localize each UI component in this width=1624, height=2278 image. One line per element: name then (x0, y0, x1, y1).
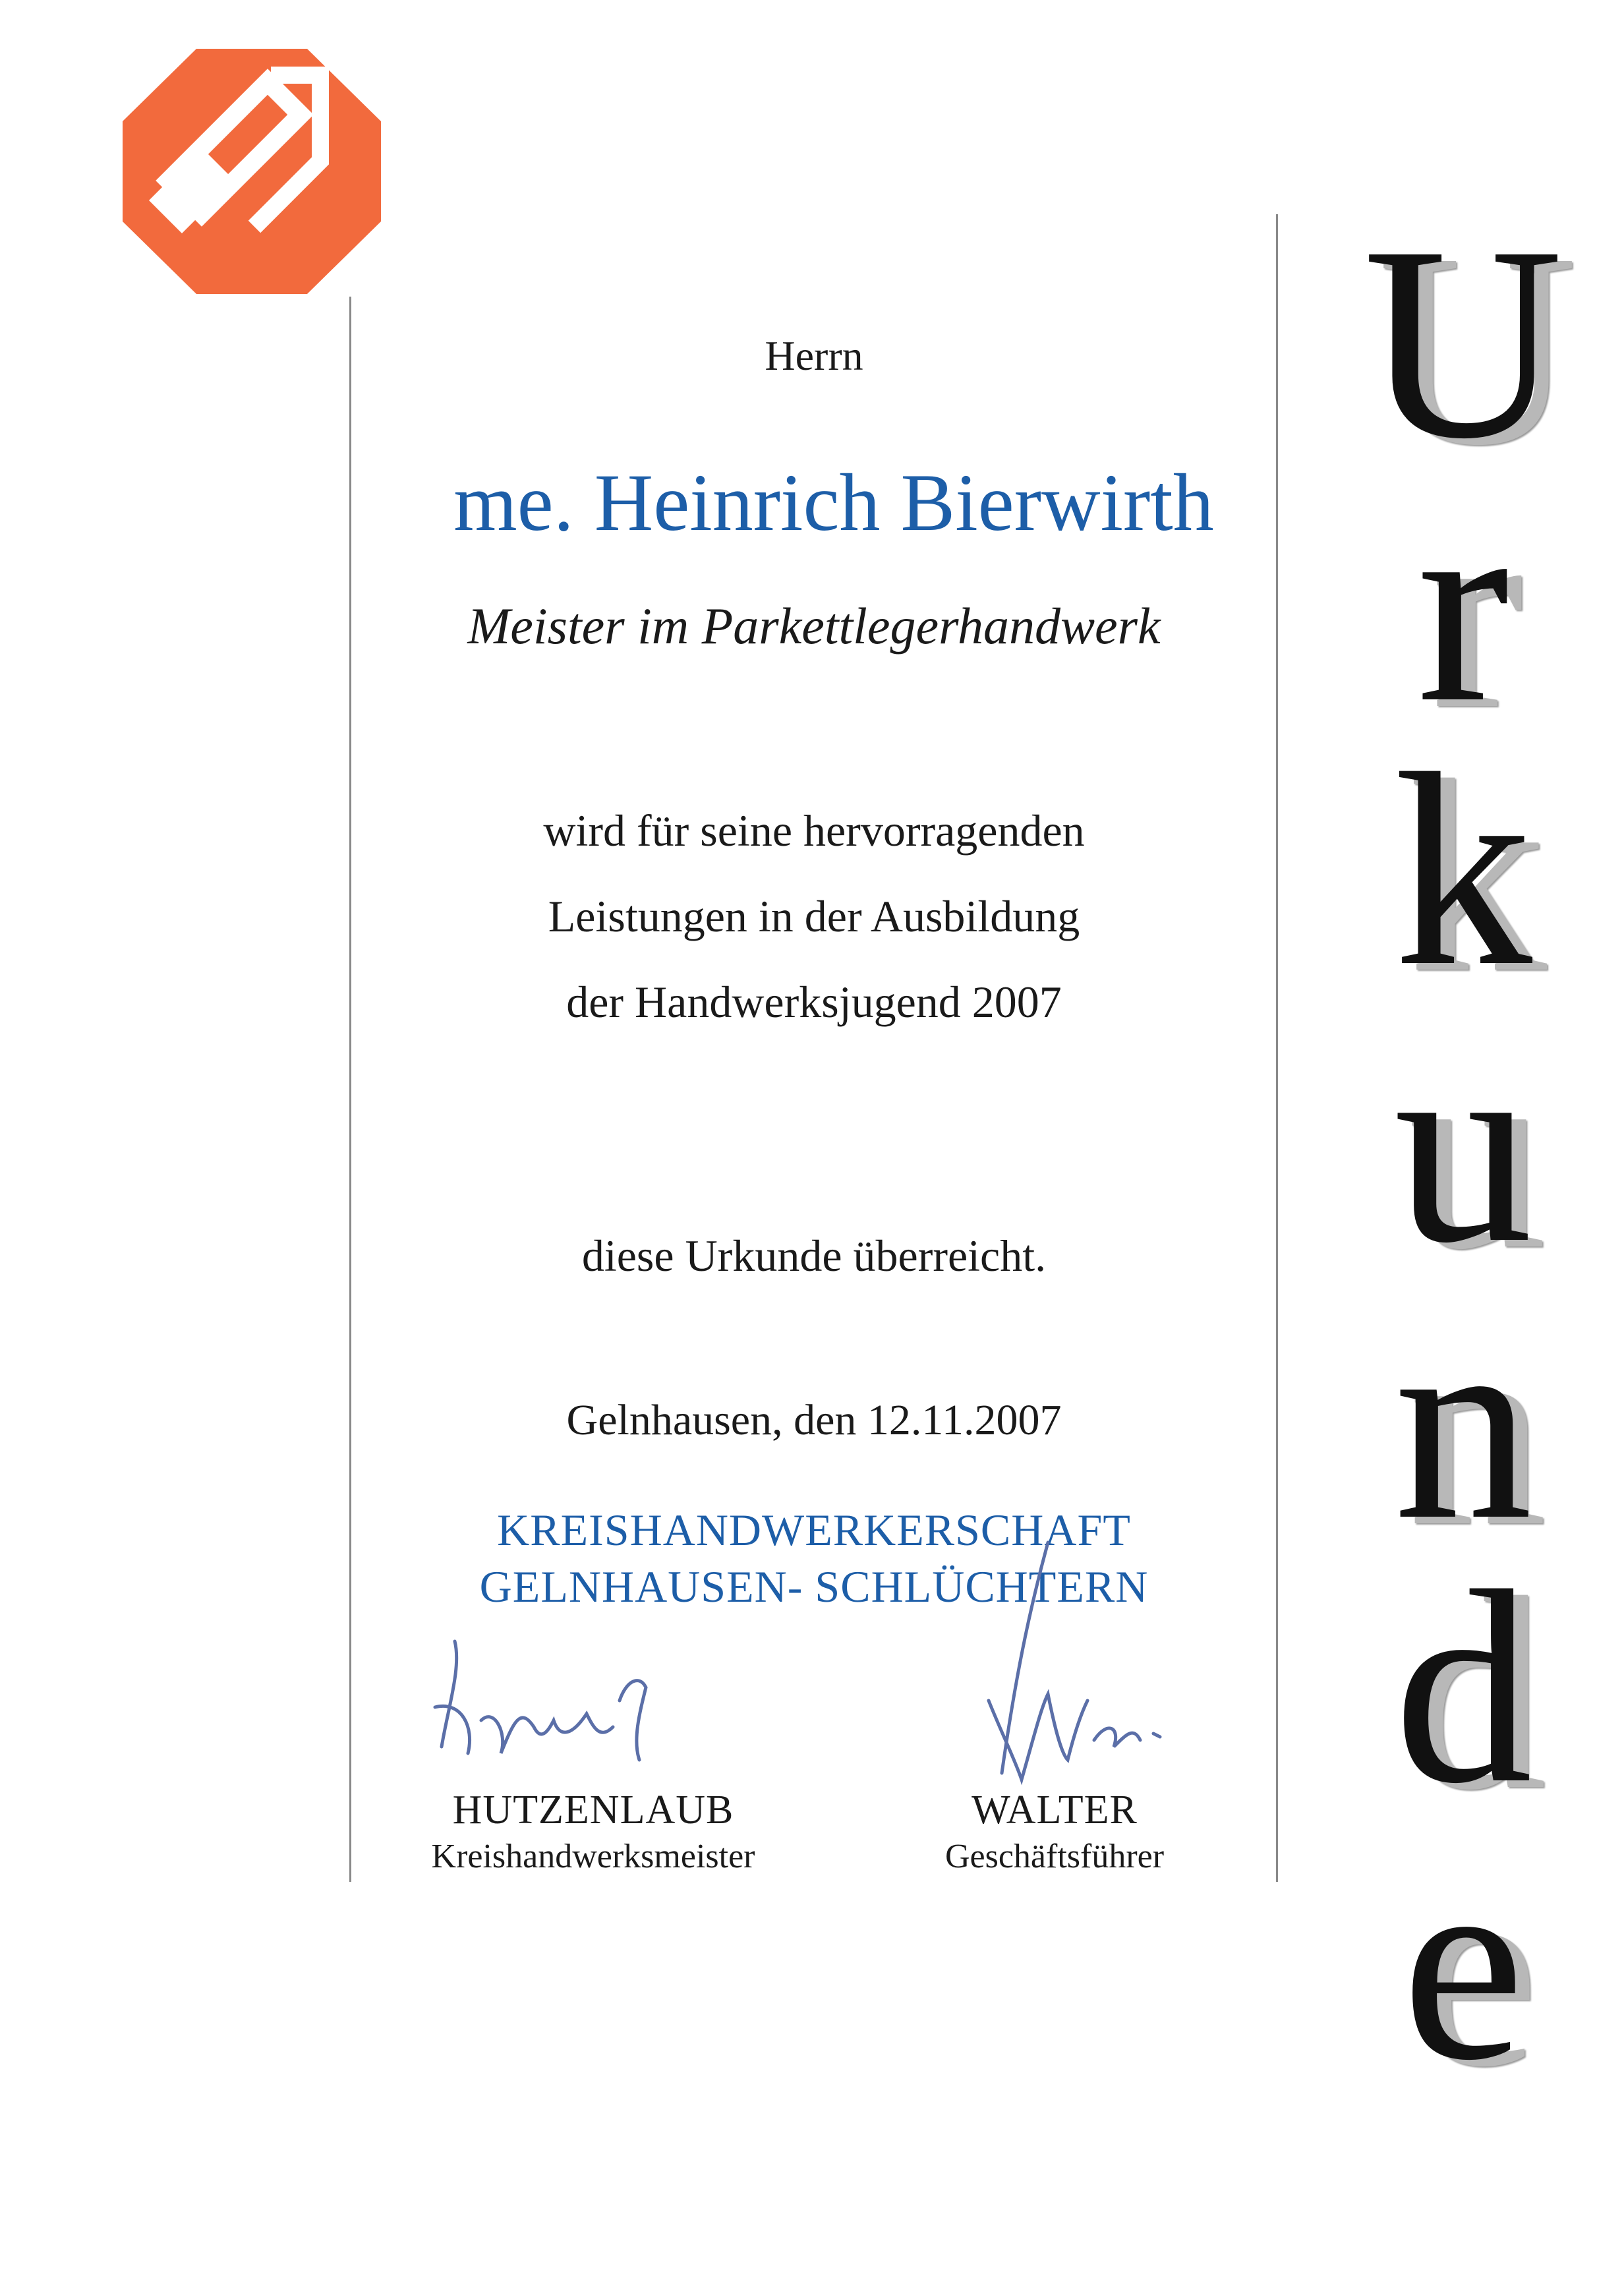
title-letter: d (1394, 1534, 1532, 1840)
signer-right (857, 1785, 1252, 1879)
title-letter: r (1417, 453, 1509, 759)
document-title (1345, 189, 1582, 2117)
signature-left (422, 1628, 699, 1786)
body-line: diese Urkunde überreicht. (581, 1231, 1047, 1281)
signer-name: WALTER (972, 1788, 1138, 1832)
recipient-profession: Meister im Parkettlegerhandwerk (467, 597, 1161, 655)
body-line: wird für seine hervorragenden (543, 805, 1085, 856)
signature-right (949, 1536, 1173, 1786)
octagon-logo-icon (123, 49, 381, 294)
title-letter: k (1394, 716, 1532, 1023)
signer-role: Geschäftsführer (944, 1838, 1165, 1875)
signer-role: Kreishandwerksmeister (431, 1838, 755, 1875)
body-line: Leistungen in der Ausbildung (548, 891, 1080, 941)
signer-left (369, 1785, 817, 1879)
salutation: Herrn (765, 332, 863, 379)
organization-line-1: KREISHANDWERKERSCHAFT (497, 1505, 1131, 1555)
organization-line-2: GELNHAUSEN- SCHLÜCHTERN (479, 1562, 1149, 1612)
signer-name: HUTZENLAUB (452, 1788, 734, 1832)
body-line: der Handwerksjugend 2007 (566, 977, 1062, 1027)
title-letter: e (1401, 1811, 1525, 2117)
place-date: Gelnhausen, den 12.11.2007 (566, 1396, 1062, 1444)
title-letter: n (1394, 1270, 1532, 1577)
frame-line-left (349, 297, 351, 1882)
recipient-name: me. Heinrich Bierwirth (453, 457, 1214, 548)
title-letter: u (1394, 993, 1532, 1300)
title-letter: U (1363, 189, 1563, 496)
